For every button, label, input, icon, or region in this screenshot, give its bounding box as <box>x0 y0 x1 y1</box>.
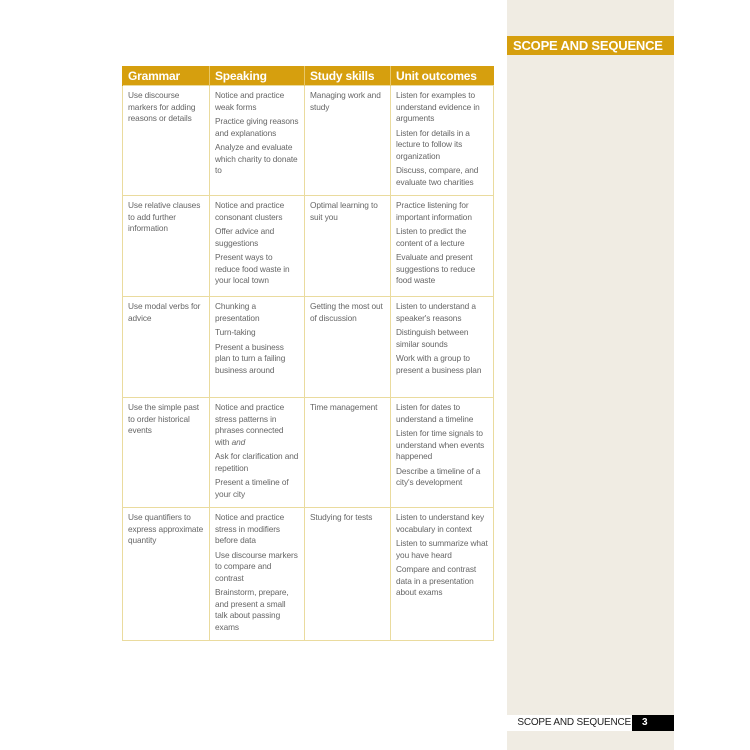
cell-unit-outcomes <box>391 508 494 641</box>
table-row <box>123 196 494 297</box>
cell-study-skills <box>305 297 391 398</box>
cell-item: Use quantifiers to express approximate quantity <box>128 512 204 545</box>
cell-study-skills <box>305 398 391 508</box>
cell-item: Present ways to reduce food waste in your local town <box>215 252 290 285</box>
cell-item: Work with a group to present a business plan <box>396 353 482 375</box>
cell-item: Practice listening for important information <box>396 200 472 222</box>
cell-item: Listen to predict the content of a lecture <box>396 226 467 248</box>
cell-item: Compare and contrast data in a presentation about exams <box>396 564 477 597</box>
cell-item: Listen to understand key vocabulary in context <box>396 512 485 534</box>
cell-grammar <box>123 508 210 641</box>
cell-speaking <box>210 86 305 196</box>
table-row <box>123 86 494 196</box>
cell-item: Optimal learning to suit you <box>310 200 378 222</box>
cell-item: Discuss, compare, and evaluate two charities <box>396 165 479 187</box>
table-row <box>123 398 494 508</box>
cell-item: Use discourse markers for adding reasons or details <box>128 90 196 123</box>
cell-item: Chunking a presentation <box>215 301 260 323</box>
cell-study-skills <box>305 508 391 641</box>
cell-item: Listen for examples to understand evidence in arguments <box>396 90 480 123</box>
page-number: 3 <box>632 715 674 731</box>
cell-speaking <box>210 398 305 508</box>
cell-unit-outcomes <box>391 86 494 196</box>
cell-item: Evaluate and present suggestions to reduce food waste <box>396 252 476 285</box>
table-header-row <box>123 66 494 86</box>
cell-item: Distinguish between similar sounds <box>396 327 469 349</box>
sidebar-panel <box>507 0 674 750</box>
table-row <box>123 508 494 641</box>
footer-section-label: SCOPE AND SEQUENCE <box>517 717 631 728</box>
cell-item: Notice and practice stress patterns in phrases connected with and <box>215 402 285 447</box>
cell-item: Getting the most out of discussion <box>310 301 383 323</box>
cell-item: Ask for clarification and repetition <box>215 451 299 473</box>
header-study-skills: Study skills <box>305 66 391 86</box>
cell-item: Use relative clauses to add further information <box>128 200 201 233</box>
cell-item: Studying for tests <box>310 512 373 522</box>
header-speaking: Speaking <box>210 66 305 86</box>
cell-item: Turn-taking <box>215 327 256 337</box>
cell-item: Listen for time signals to understand when events happened <box>396 428 485 461</box>
cell-item: Present a timeline of your city <box>215 477 289 499</box>
scope-sequence-table <box>122 66 494 641</box>
cell-item: Use discourse markers to compare and contrast <box>215 549 298 583</box>
cell-item: Listen for dates to understand a timeline <box>396 402 474 424</box>
cell-study-skills <box>305 196 391 297</box>
cell-unit-outcomes <box>391 297 494 398</box>
cell-item: Notice and practice stress in modifiers before data <box>215 512 285 545</box>
table-row <box>123 297 494 398</box>
cell-grammar <box>123 86 210 196</box>
cell-item: Use modal verbs for advice <box>128 301 201 323</box>
cell-grammar <box>123 398 210 508</box>
cell-item: Managing work and study <box>310 90 381 112</box>
cell-speaking <box>210 508 305 641</box>
header-grammar: Grammar <box>123 66 210 86</box>
cell-unit-outcomes <box>391 196 494 297</box>
cell-grammar <box>123 297 210 398</box>
cell-study-skills <box>305 86 391 196</box>
cell-speaking <box>210 297 305 398</box>
cell-speaking <box>210 196 305 297</box>
cell-item: Notice and practice consonant clusters <box>215 200 285 222</box>
cell-item: Practice giving reasons and explanations <box>215 116 299 138</box>
cell-item: Analyze and evaluate which charity to donate to <box>215 142 298 175</box>
cell-item: Listen to summarize what you have heard <box>396 538 488 560</box>
cell-item: Listen to understand a speaker's reasons <box>396 301 476 323</box>
cell-item: Describe a timeline of a city's development <box>396 465 481 487</box>
cell-item: Listen for details in a lecture to follow its organization <box>396 127 470 161</box>
section-title: SCOPE AND SEQUENCE <box>507 36 674 55</box>
header-unit-outcomes: Unit outcomes <box>391 66 494 86</box>
cell-unit-outcomes <box>391 398 494 508</box>
cell-item: Notice and practice weak forms <box>215 90 285 112</box>
cell-item: Use the simple past to order historical events <box>128 402 199 435</box>
cell-item: Brainstorm, prepare, and present a small talk about passing exams <box>215 587 289 632</box>
cell-item: Offer advice and suggestions <box>215 226 275 248</box>
cell-item: Present a business plan to turn a failing business around <box>215 341 286 375</box>
cell-grammar <box>123 196 210 297</box>
cell-item: Time management <box>310 402 378 412</box>
